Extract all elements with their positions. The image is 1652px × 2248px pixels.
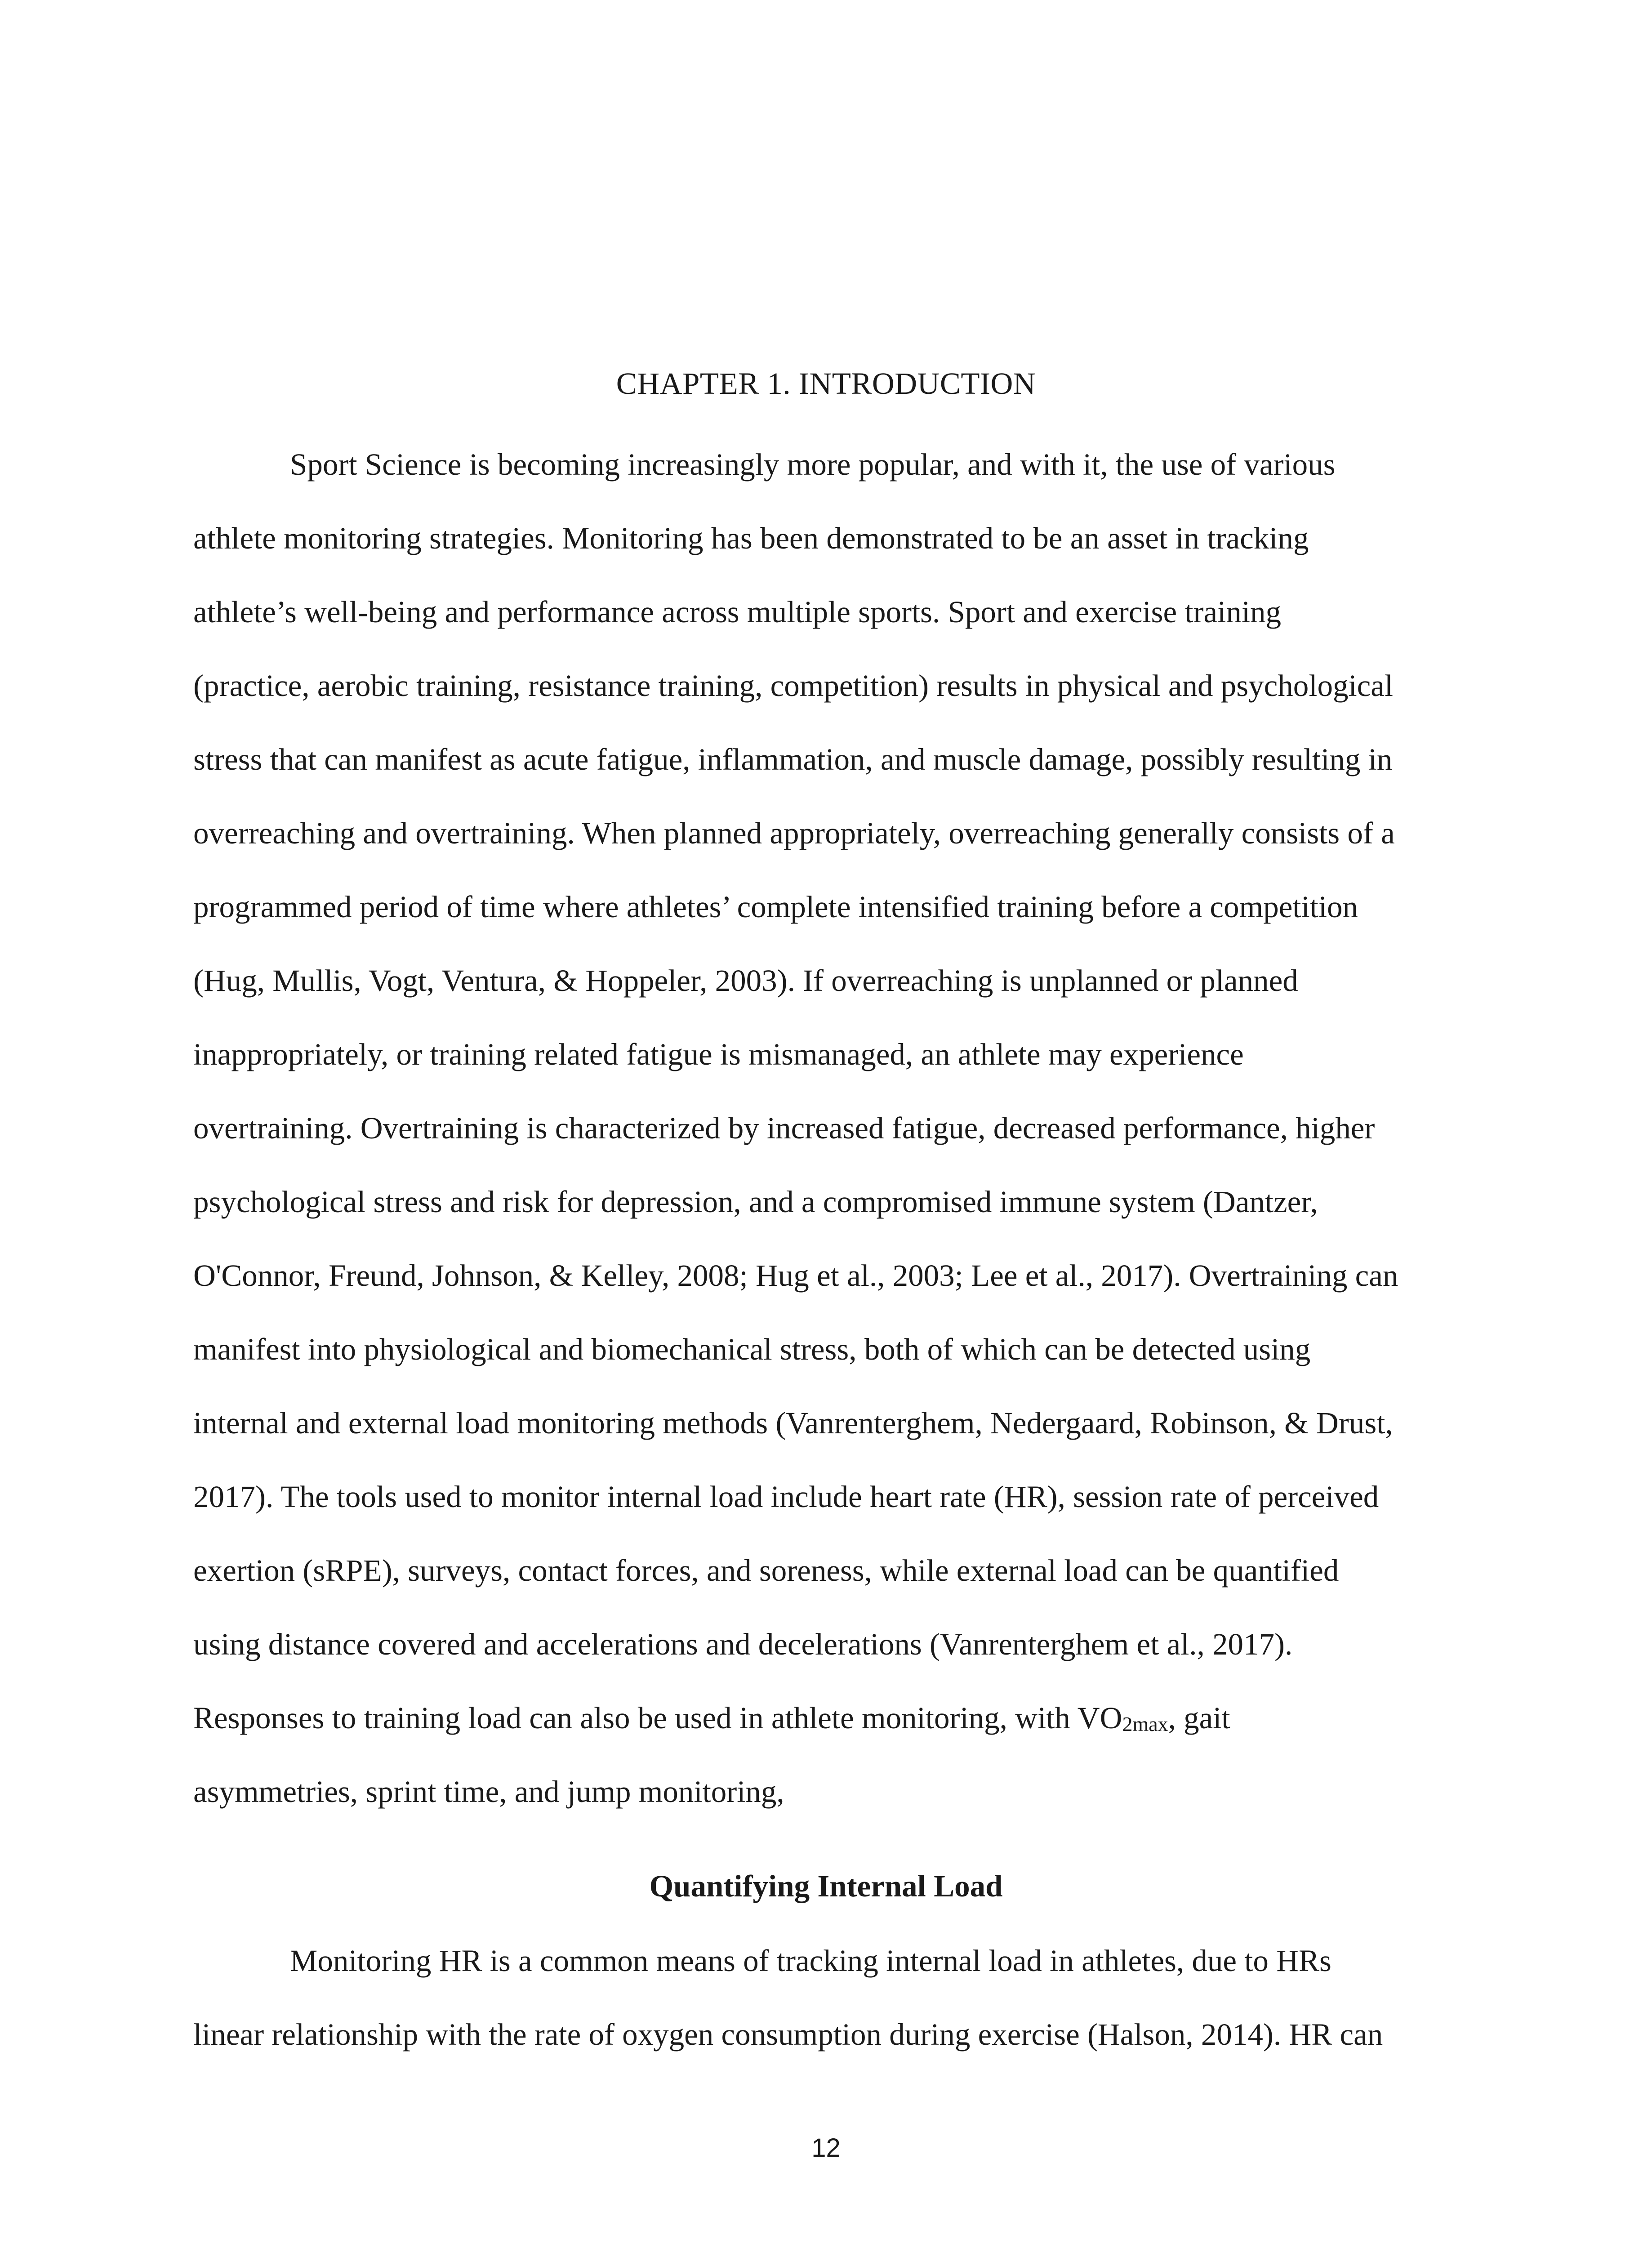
paragraph-line: inappropriately, or training related fatigue is mismanaged, an athlete may experience [193,1037,1244,1071]
paragraph-line: Sport Science is becoming increasingly more popular, and with it, the use of various [290,447,1336,482]
paragraph-line: linear relationship with the rate of oxygen consumption during exercise (Halson, 2014). HR can [193,2017,1383,2052]
paragraph-line: 2017). The tools used to monitor internal load include heart rate (HR), session rate of perceived [193,1480,1379,1514]
paragraph-line: overreaching and overtraining. When planned appropriately, overreaching generally consists of a [193,816,1395,850]
paragraph-line [193,1698,1230,1738]
page-number: 12 [811,2133,841,2163]
subscript: 2max [1122,1713,1168,1735]
paragraph-line: (Hug, Mullis, Vogt, Ventura, & Hoppeler, 2003). If overreaching is unplanned or planned [193,963,1298,998]
paragraph-line: (practice, aerobic training, resistance training, competition) results in physical and psychological [193,669,1394,703]
paragraph-line: athlete’s well-being and performance across multiple sports. Sport and exercise training [193,595,1281,629]
paragraph-line: Monitoring HR is a common means of tracking internal load in athletes, due to HRs [290,1944,1331,1978]
paragraph-line: asymmetries, sprint time, and jump monitoring, [193,1775,784,1809]
paragraph-line: exertion (sRPE), surveys, contact forces, and soreness, while external load can be quantified [193,1553,1339,1588]
paragraph-line: athlete monitoring strategies. Monitoring has been demonstrated to be an asset in tracking [193,521,1309,555]
line-text: Responses to training load can also be used in athlete monitoring, with VO [193,1701,1122,1735]
paragraph-line: O'Connor, Freund, Johnson, & Kelley, 2008; Hug et al., 2003; Lee et al., 2017). Overtraining can [193,1258,1398,1293]
line-text: , gait [1168,1701,1230,1735]
paragraph-line: psychological stress and risk for depression, and a compromised immune system (Dantzer, [193,1185,1318,1219]
paragraph-line: using distance covered and accelerations and decelerations (Vanrenterghem et al., 2017). [193,1627,1293,1661]
paragraph-line: stress that can manifest as acute fatigue, inflammation, and muscle damage, possibly resulting in [193,742,1393,776]
paragraph-line: manifest into physiological and biomechanical stress, both of which can be detected using [193,1332,1311,1366]
chapter-title: CHAPTER 1. INTRODUCTION [616,366,1036,401]
paragraph-line: overtraining. Overtraining is characterized by increased fatigue, decreased performance, higher [193,1111,1375,1145]
paragraph-line: internal and external load monitoring methods (Vanrenterghem, Nedergaard, Robinson, & Drust, [193,1406,1393,1440]
section-heading: Quantifying Internal Load [649,1869,1003,1903]
paragraph-line: programmed period of time where athletes’ complete intensified training before a competition [193,890,1358,924]
